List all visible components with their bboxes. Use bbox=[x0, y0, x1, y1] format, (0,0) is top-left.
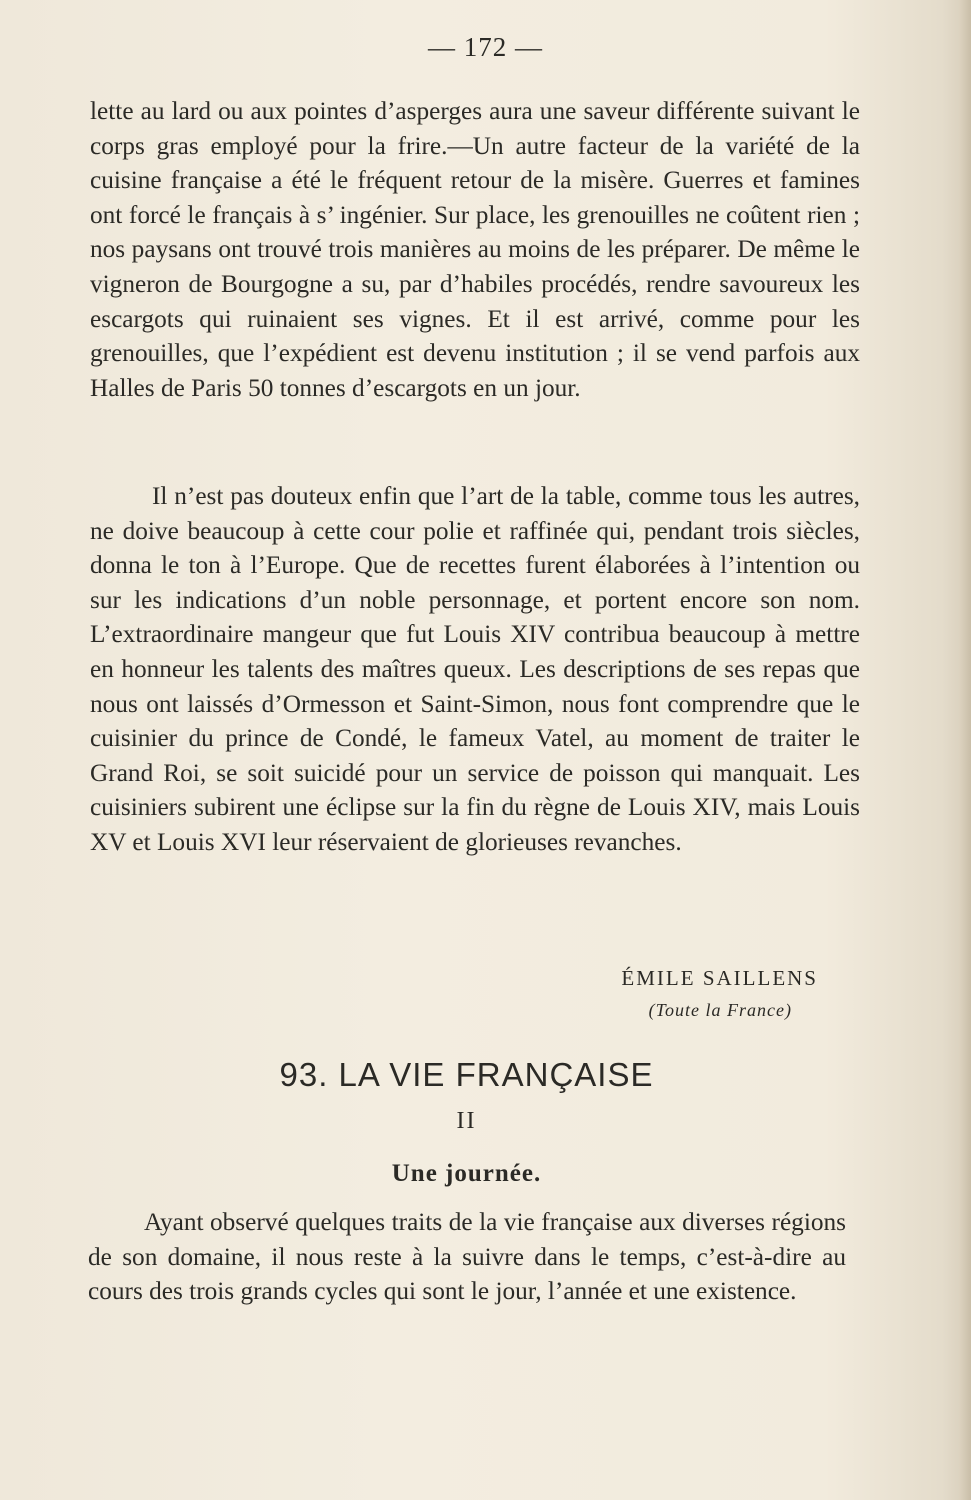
article-paragraph-2: Il n’est pas douteux enfin que l’art de la table, comme tous les autres, ne doive beaucoup à cette cour polie et raffinée qui, pendant trois siècles, donna le ton à l’Europe. Que de recettes furent élaborées à l’intention ou sur les indications d’un noble personnage, et portent encore son nom. L’extraordinaire mangeur que fut Louis XIV contribua beaucoup à mettre en honneur les talents des maîtres queux. Les descriptions de ses repas que nous ont laissés d’Ormesson et Saint-Simon, nous font comprendre que le cuisinier du prince de Condé, le fameux Vatel, au moment de traiter le Grand Roi, se soit suicidé pour un service de poisson qui manquait. Les cuisiniers subirent une éclipse sur la fin du règne de Louis XIV, mais Louis XV et Louis XVI leur réservaient de glorieuses revanches. bbox=[90, 482, 860, 856]
author-signature: ÉMILE SAILLENS bbox=[621, 966, 818, 990]
section-paragraph: Ayant observé quelques traits de la vie française aux diverses régions de son domaine, il nous reste à la suivre dans le temps, c’est-à-dire au cours des trois grands cycles qui sont le jour, l’année et une existence. bbox=[88, 1208, 846, 1306]
page-number: — 172 — bbox=[428, 32, 543, 62]
source-citation: (Toute la France) bbox=[648, 1000, 792, 1020]
section-part-number: II bbox=[456, 1108, 477, 1134]
article-paragraph-1: lette au lard ou aux pointes d’asperges aura une saveur différente suivant le corps gras employé pour la frire.—Un autre facteur de la variété de la cuisine française a été le fréquent retour de la misère. Guerres et famines ont forcé le français à s’ ingénier. Sur place, les grenouilles ne coûtent rien ; nos paysans ont trouvé trois manières au moins de les préparer. De même le vigneron de Bourgogne a su, par d’habiles procédés, rendre savoureux les escargots qui ruinaient ses vignes. Et il est arrivé, comme pour les grenouilles, que l’expédient est devenu institution ; il se vend parfois aux Halles de Paris 50 tonnes d’escargots en un jour. bbox=[90, 97, 860, 402]
page-edge bbox=[959, 0, 971, 1500]
section-subtitle: Une journée. bbox=[391, 1160, 542, 1187]
section-title: 93. LA VIE FRANÇAISE bbox=[279, 1056, 654, 1093]
